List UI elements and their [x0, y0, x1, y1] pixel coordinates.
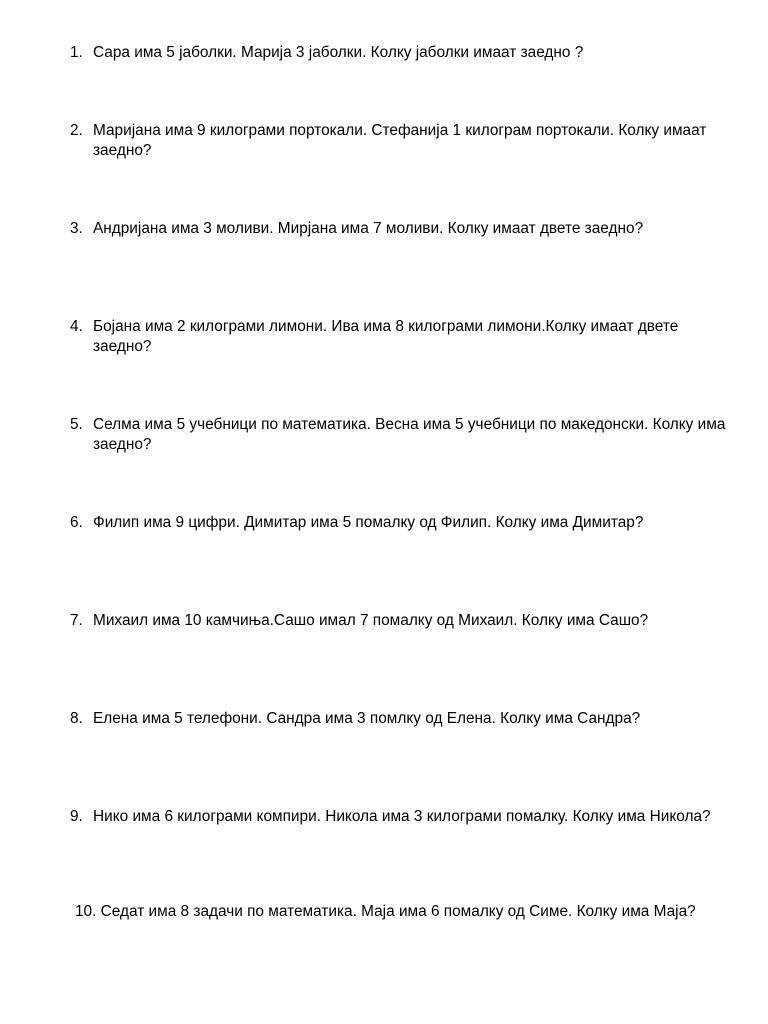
- problem-text: Седат има 8 задачи по математика. Маја има 6 помалку од Симе. Колку има Маја?: [100, 903, 696, 920]
- problem-number: 9.: [70, 808, 83, 825]
- problem-3: [70, 219, 730, 239]
- problem-text: Бојана има 2 килограми лимони. Ива има 8 килограми лимони.Колку имаат двете заедно?: [93, 318, 679, 355]
- problem-1: [70, 43, 730, 63]
- problem-number: 6.: [70, 514, 83, 531]
- problem-number: 2.: [70, 122, 83, 139]
- problem-number: 5.: [70, 416, 83, 433]
- problem-9: [70, 807, 730, 827]
- problem-number: 7.: [70, 612, 83, 629]
- problem-10: [75, 902, 725, 922]
- problem-text: Сара има 5 јаболки. Марија 3 јаболки. Колку јаболки имаат заедно ?: [93, 44, 584, 61]
- problem-text: Филип има 9 цифри. Димитар има 5 помалку од Филип. Колку има Димитар?: [93, 514, 644, 531]
- problem-7: [70, 611, 730, 631]
- problem-number: 8.: [70, 710, 83, 727]
- problem-text: Елена има 5 телефони. Сандра има 3 помлку од Елена. Колку има Сандра?: [93, 710, 641, 727]
- problem-number: 4.: [70, 318, 83, 335]
- problem-text: Селма има 5 учебници по математика. Весна има 5 учебници по македонски. Колку има заедно?: [93, 416, 726, 453]
- problem-2: [70, 121, 730, 161]
- problem-6: [70, 513, 730, 533]
- problem-text: Маријана има 9 килограми портокали. Стефанија 1 килограм портокали. Колку имаат заедно?: [93, 122, 707, 159]
- problem-text: Андријана има 3 моливи. Мирјана има 7 моливи. Колку имаат двете заедно?: [93, 220, 644, 237]
- problem-4: [70, 317, 730, 357]
- problem-5: [70, 415, 730, 455]
- problem-8: [70, 709, 730, 729]
- problem-text: Нико има 6 килограми компири. Никола има 3 килограми помалку. Колку има Никола?: [93, 808, 711, 825]
- problem-number: 3.: [70, 220, 83, 237]
- problem-text: Михаил има 10 камчиња.Сашо имал 7 помалку од Михаил. Колку има Сашо?: [93, 612, 649, 629]
- problem-number: 10.: [75, 903, 101, 920]
- problem-number: 1.: [70, 44, 83, 61]
